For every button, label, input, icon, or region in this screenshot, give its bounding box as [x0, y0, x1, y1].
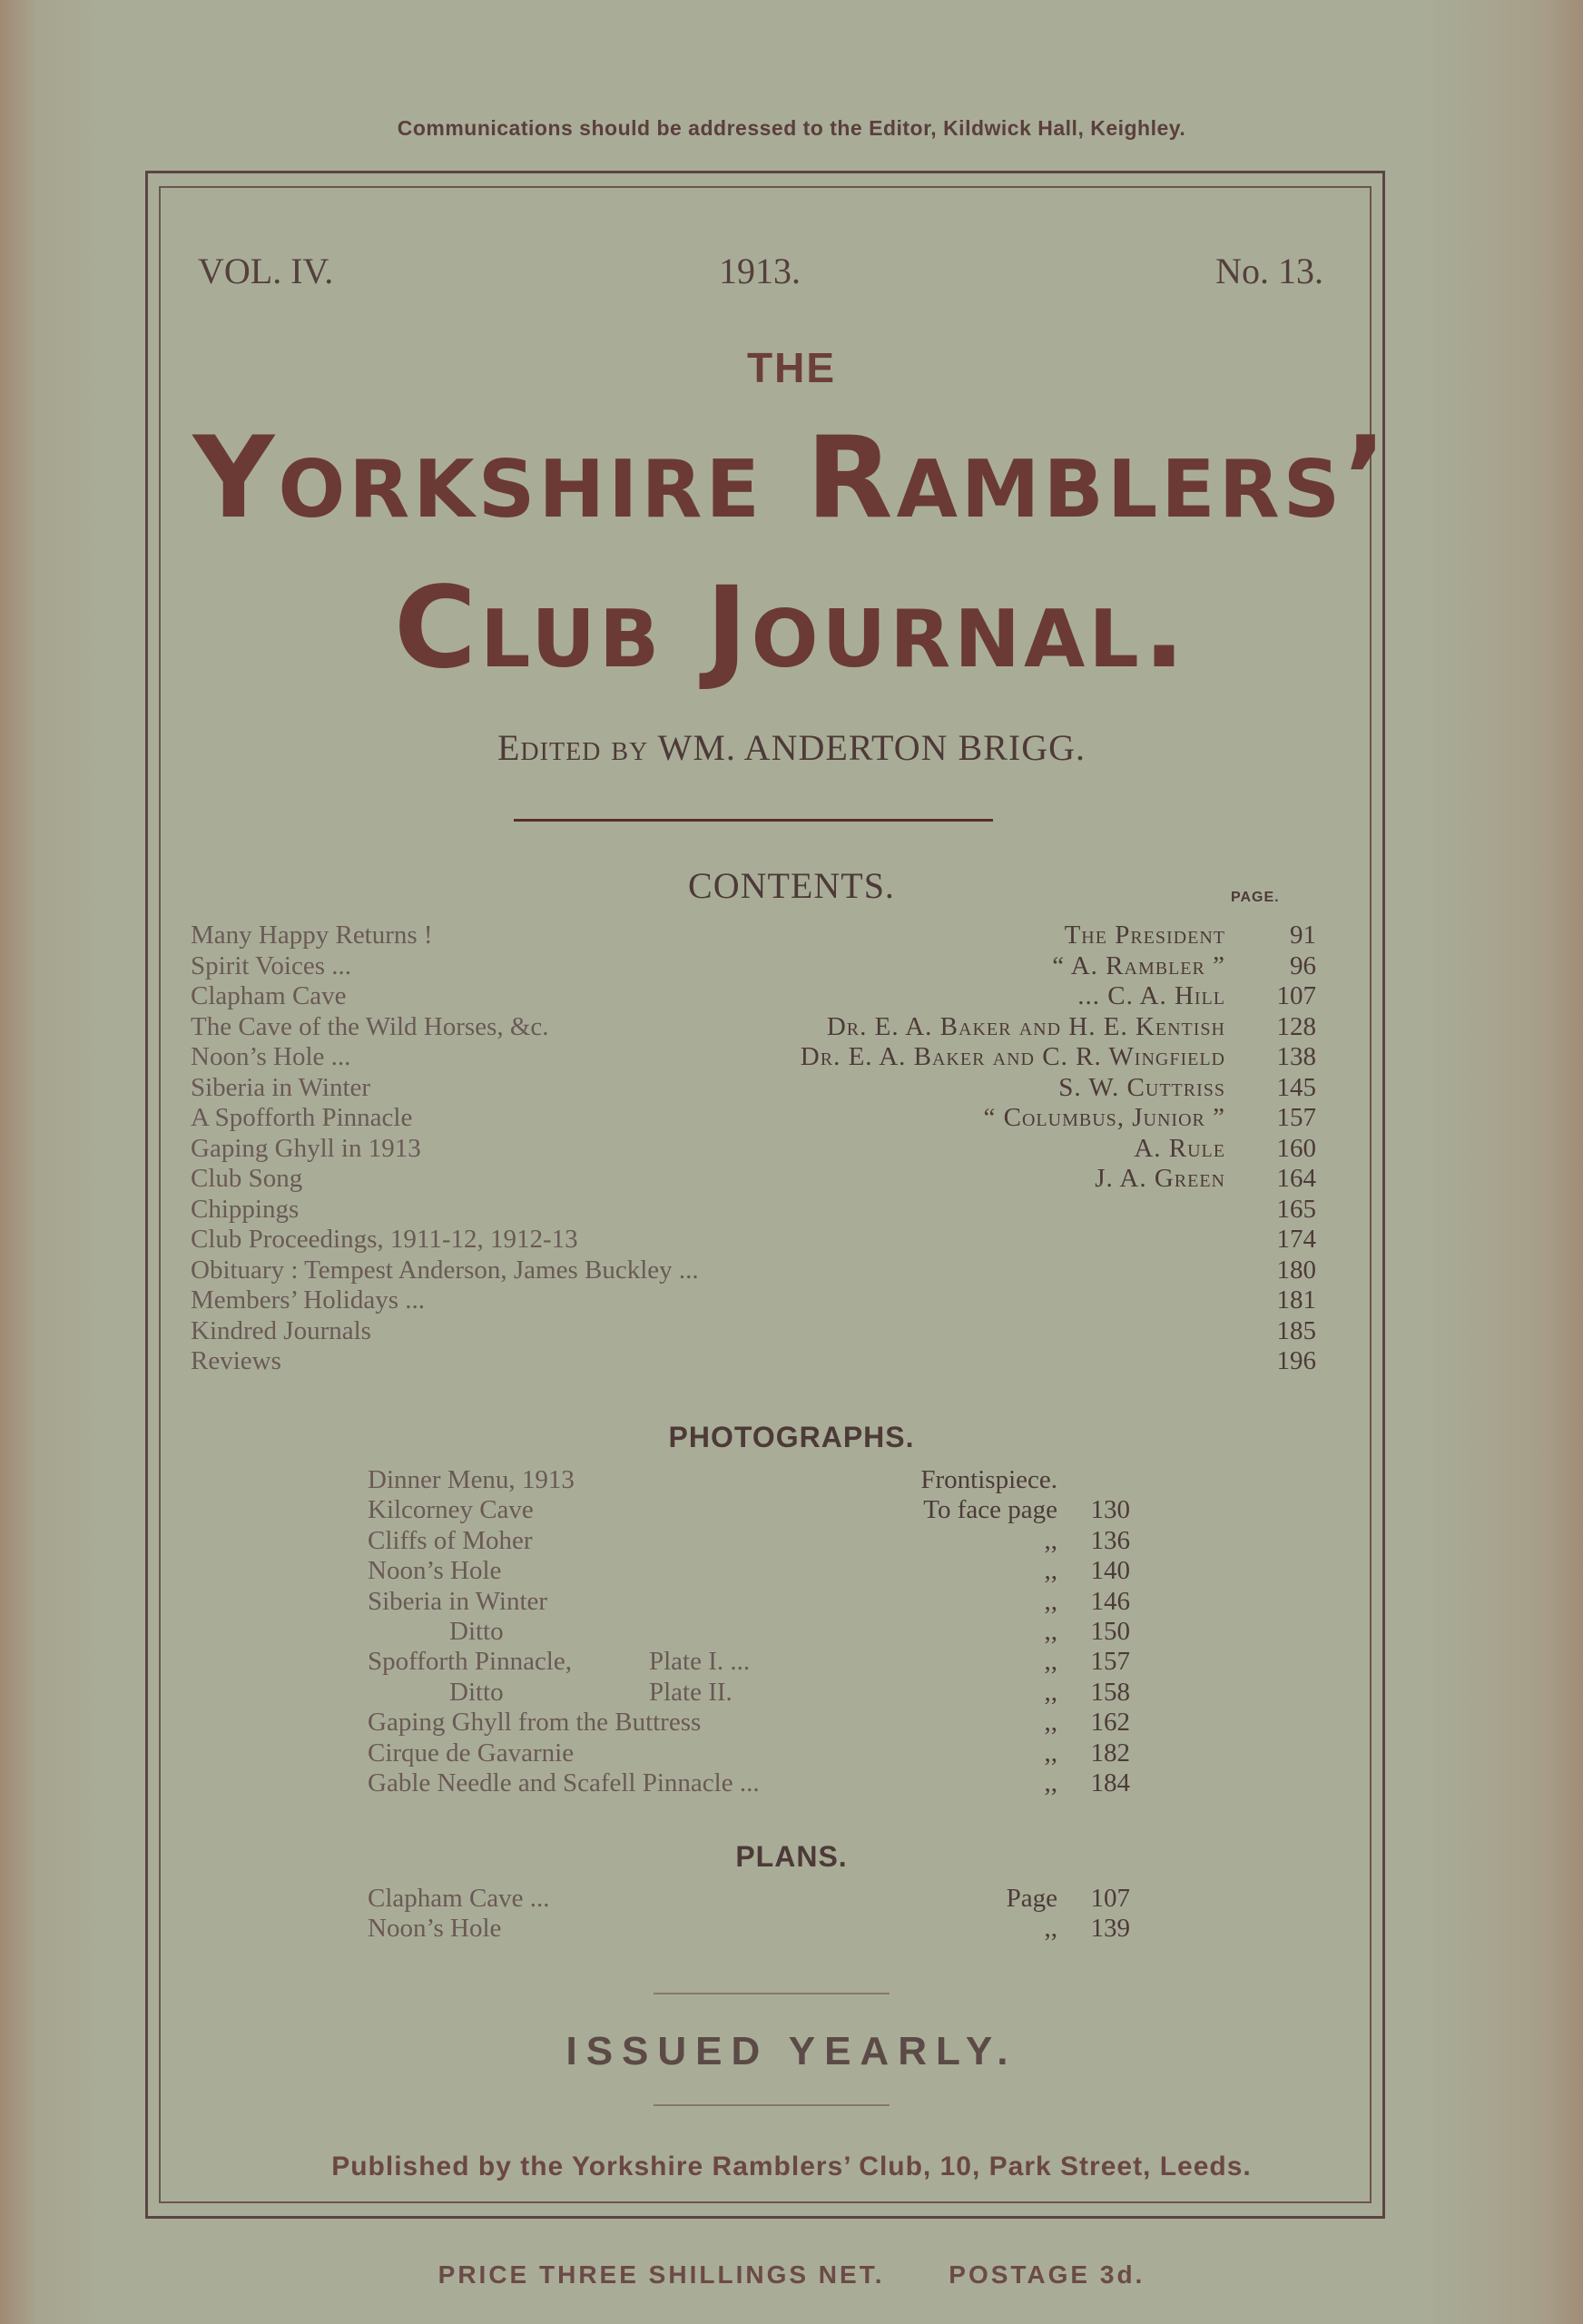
photograph-location: ,,	[1044, 1586, 1057, 1616]
plan-entry	[368, 1884, 1130, 1914]
photograph-title: Ditto	[449, 1616, 504, 1646]
photograph-plate: Plate I. ...	[649, 1647, 751, 1677]
contents-entry	[191, 1195, 1316, 1226]
contents-entry	[191, 1285, 1316, 1316]
photograph-location: ,,	[1044, 1708, 1057, 1738]
plans-list	[368, 1884, 1130, 1945]
contents-page: 185	[1276, 1315, 1316, 1345]
plan-location: Page	[1006, 1884, 1057, 1913]
contents-title: Obituary : Tempest Anderson, James Buckley ...	[191, 1255, 699, 1285]
photograph-entry	[368, 1617, 1130, 1647]
photograph-title: Ditto	[449, 1677, 504, 1707]
contents-page: 96	[1290, 950, 1316, 980]
photograph-location: ,,	[1044, 1556, 1057, 1586]
contents-entry	[191, 1012, 1316, 1043]
photograph-location: ,,	[1044, 1768, 1057, 1797]
contents-entry	[191, 981, 1316, 1012]
contents-entry	[191, 951, 1316, 982]
divider-rule-lower	[654, 2104, 890, 2106]
photograph-title: Gable Needle and Scafell Pinnacle ...	[368, 1768, 760, 1797]
contents-heading: CONTENTS.	[688, 865, 895, 906]
photograph-location: ,,	[1044, 1677, 1057, 1707]
price-line	[0, 2260, 1583, 2290]
photographs-list	[368, 1465, 1130, 1798]
contents-page: 138	[1276, 1042, 1316, 1071]
photograph-location: ,,	[1044, 1616, 1057, 1646]
contents-entry	[191, 1073, 1316, 1104]
contents-title: Clapham Cave	[191, 981, 347, 1010]
photograph-location: Frontispiece.	[920, 1465, 1057, 1494]
contents-title: Kindred Journals	[191, 1315, 371, 1345]
volume-label: VOL. IV.	[198, 251, 334, 291]
contents-page: 181	[1276, 1285, 1316, 1315]
photograph-page: 157	[1090, 1647, 1130, 1677]
photograph-page: 158	[1090, 1677, 1130, 1707]
title-line-1: Yorkshire Ramblers’	[192, 413, 1391, 544]
contents-page: 107	[1276, 981, 1316, 1010]
contents-entry	[191, 1042, 1316, 1073]
contents-title: Reviews	[191, 1346, 281, 1375]
contents-entry	[191, 1134, 1316, 1165]
plan-location: ,,	[1044, 1914, 1057, 1944]
contents-title: Gaping Ghyll in 1913	[191, 1133, 421, 1163]
photograph-page: 150	[1090, 1616, 1130, 1646]
year-label: 1913.	[719, 251, 801, 291]
divider-rule-upper	[654, 1993, 890, 1994]
contents-title: Noon’s Hole ...	[191, 1042, 351, 1071]
contents-author: Dr. E. A. Baker and H. E. Kentish	[826, 1011, 1225, 1041]
photograph-title: Siberia in Winter	[368, 1586, 548, 1616]
contents-title: Siberia in Winter	[191, 1072, 371, 1102]
contents-author: ... C. A. Hill	[1077, 981, 1225, 1010]
contents-title: Many Happy Returns !	[191, 921, 433, 950]
photograph-location: To face page	[923, 1495, 1057, 1525]
photograph-page: 182	[1090, 1738, 1130, 1768]
contents-page: 165	[1276, 1194, 1316, 1224]
contents-page: 91	[1290, 921, 1316, 950]
photograph-entry	[368, 1678, 1130, 1708]
contents-page: 157	[1276, 1103, 1316, 1132]
contents-author: Dr. E. A. Baker and C. R. Wingfield	[800, 1042, 1225, 1071]
photograph-title: Gaping Ghyll from the Buttress	[368, 1708, 702, 1738]
contents-entry	[191, 1103, 1316, 1134]
photograph-entry	[368, 1768, 1130, 1798]
photograph-title: Dinner Menu, 1913	[368, 1465, 575, 1494]
contents-title: Club Proceedings, 1911-12, 1912-13	[191, 1225, 578, 1254]
contents-author: “ A. Rambler ”	[1052, 950, 1225, 980]
contents-page: 160	[1276, 1133, 1316, 1163]
contents-page: 164	[1276, 1164, 1316, 1193]
contents-list	[191, 921, 1316, 1377]
contents-page: 180	[1276, 1255, 1316, 1285]
contents-entry	[191, 1346, 1316, 1377]
contents-author: S. W. Cuttriss	[1058, 1072, 1225, 1102]
contents-title: Club Song	[191, 1164, 303, 1193]
photograph-entry	[368, 1465, 1130, 1495]
divider-rule	[514, 819, 993, 822]
title-line-2: Club Journal.	[394, 563, 1189, 694]
contents-entry	[191, 921, 1316, 951]
contents-entry	[191, 1225, 1316, 1256]
photograph-location: ,,	[1044, 1647, 1057, 1677]
photograph-page: 136	[1090, 1525, 1130, 1555]
photograph-page: 184	[1090, 1768, 1130, 1797]
plan-title: Noon’s Hole	[368, 1914, 502, 1944]
photograph-entry	[368, 1556, 1130, 1586]
photograph-entry	[368, 1526, 1130, 1556]
contents-page: 128	[1276, 1011, 1316, 1041]
photograph-location: ,,	[1044, 1738, 1057, 1768]
photograph-title: Cirque de Gavarnie	[368, 1738, 575, 1768]
photograph-title: Spofforth Pinnacle,	[368, 1647, 572, 1677]
photograph-page: 162	[1090, 1708, 1130, 1738]
plan-entry	[368, 1914, 1130, 1944]
contents-title: Spirit Voices ...	[191, 950, 351, 980]
plans-heading: PLANS.	[735, 1840, 848, 1873]
issued-yearly: ISSUED YEARLY.	[565, 2029, 1018, 2073]
contents-entry	[191, 1256, 1316, 1286]
contents-page: 145	[1276, 1072, 1316, 1102]
editor-line: Edited by WM. ANDERTON BRIGG.	[497, 727, 1086, 768]
plan-page: 139	[1090, 1914, 1130, 1944]
contents-author: “ Columbus, Junior ”	[983, 1103, 1225, 1132]
title-article: THE	[747, 344, 836, 391]
page-column-label: PAGE.	[1231, 890, 1280, 905]
photograph-title: Cliffs of Moher	[368, 1525, 533, 1555]
photograph-title: Kilcorney Cave	[368, 1495, 534, 1525]
contents-author: The President	[1064, 921, 1225, 950]
contents-author: A. Rule	[1134, 1133, 1225, 1163]
photograph-page: 140	[1090, 1556, 1130, 1586]
contents-author: J. A. Green	[1095, 1164, 1225, 1193]
number-label: No. 13.	[1215, 251, 1323, 291]
photograph-plate: Plate II.	[649, 1677, 733, 1707]
publisher-line: Published by the Yorkshire Ramblers’ Club, 10, Park Street, Leeds.	[331, 2152, 1252, 2181]
photograph-entry	[368, 1495, 1130, 1525]
photograph-entry	[368, 1647, 1130, 1677]
contents-page: 174	[1276, 1225, 1316, 1254]
photograph-entry	[368, 1738, 1130, 1768]
contents-title: The Cave of the Wild Horses, &c.	[191, 1011, 549, 1041]
photograph-page: 130	[1090, 1495, 1130, 1525]
photograph-entry	[368, 1708, 1130, 1738]
contents-title: A Spofforth Pinnacle	[191, 1103, 413, 1132]
photograph-title: Noon’s Hole	[368, 1556, 502, 1586]
plan-page: 107	[1090, 1884, 1130, 1913]
contents-entry	[191, 1164, 1316, 1195]
contents-entry	[191, 1316, 1316, 1347]
contents-page: 196	[1276, 1346, 1316, 1375]
photographs-heading: PHOTOGRAPHS.	[668, 1421, 915, 1453]
postage-text: POSTAGE 3d.	[949, 2260, 1145, 2289]
contents-title: Chippings	[191, 1194, 300, 1224]
photograph-entry	[368, 1587, 1130, 1617]
contents-title: Members’ Holidays ...	[191, 1285, 425, 1315]
editor-address-note: Communications should be addressed to the Editor, Kildwick Hall, Keighley.	[397, 116, 1186, 140]
price-text: PRICE THREE SHILLINGS NET.	[438, 2260, 885, 2289]
photograph-page: 146	[1090, 1586, 1130, 1616]
photograph-location: ,,	[1044, 1525, 1057, 1555]
plan-title: Clapham Cave ...	[368, 1884, 550, 1913]
